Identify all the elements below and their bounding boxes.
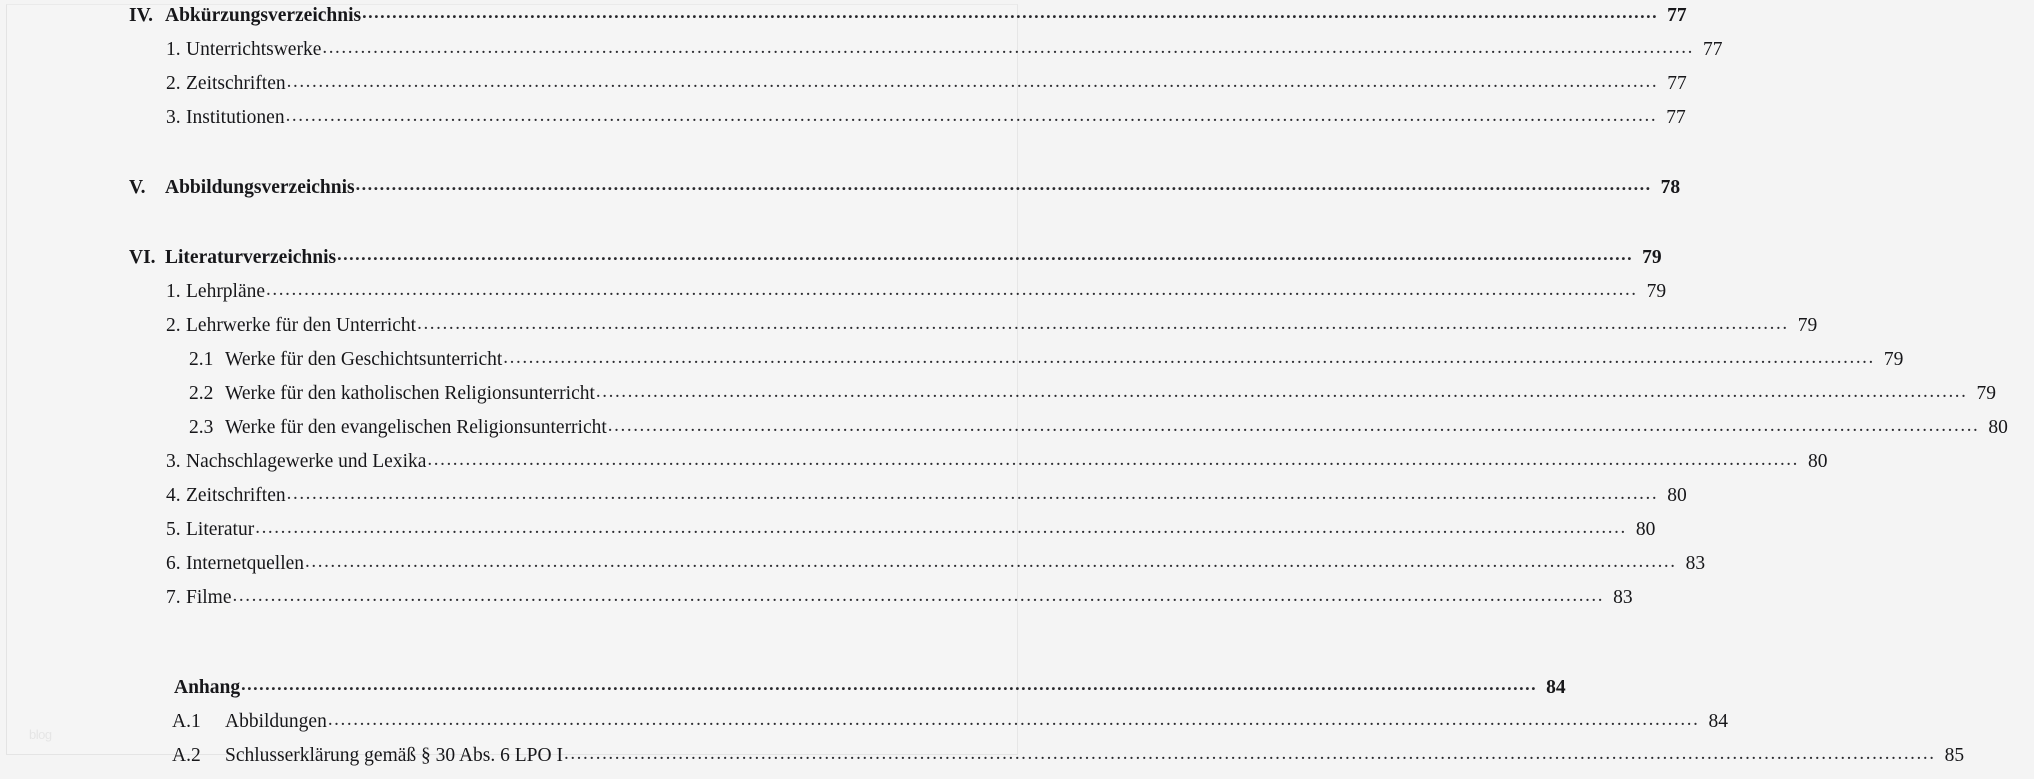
toc-entry-subsection[interactable] — [166, 315, 1818, 349]
toc-entry-number: VI. — [129, 247, 156, 268]
toc-entry-number: 7. — [166, 587, 181, 608]
dot-leader — [286, 105, 1658, 127]
table-of-contents — [117, 5, 2008, 779]
toc-entry-page: 77 — [1702, 39, 1723, 60]
dot-leader — [287, 71, 1659, 93]
toc-entry-title: Abbildungsverzeichnis — [165, 177, 355, 198]
toc-entry-title: Unterrichtswerke — [186, 39, 322, 60]
dot-leader — [608, 415, 1980, 437]
toc-entry-title: Abbildungen — [225, 711, 327, 732]
toc-entry-title: Filme — [186, 587, 232, 608]
toc-entry-number: 2.2 — [189, 383, 214, 404]
toc-entry-subsection[interactable] — [166, 485, 1687, 519]
toc-entry-page: 80 — [1667, 485, 1687, 506]
toc-entry-page: 79 — [1646, 281, 1667, 302]
toc-entry-title: Abkürzungsverzeichnis — [165, 5, 362, 26]
dot-leader — [241, 674, 1537, 695]
toc-entry-title: Werke für den Geschichtsunterricht — [225, 349, 503, 370]
dot-leader — [427, 449, 1799, 471]
section-gap — [117, 141, 907, 177]
toc-entry-title: Anhang — [174, 677, 241, 698]
dot-leader — [322, 37, 1694, 59]
toc-entry-page: 83 — [1613, 587, 1633, 608]
toc-entry-title: Werke für den katholischen Religionsunterricht — [225, 383, 595, 404]
toc-entry-page: 77 — [1667, 5, 1687, 26]
dot-leader — [564, 743, 1936, 765]
toc-entry-number: 2. — [166, 315, 181, 336]
toc-entry-appendix-item[interactable] — [172, 711, 1728, 745]
toc-entry-title: Lehrwerke für den Unterricht — [186, 315, 417, 336]
toc-entry-number: IV. — [129, 5, 154, 26]
toc-entry-page: 84 — [1708, 711, 1728, 732]
dot-leader — [417, 313, 1789, 335]
document-page — [6, 4, 2008, 766]
toc-entry-title: Zeitschriften — [186, 73, 286, 94]
toc-entry-page: 80 — [1808, 451, 1828, 472]
dot-leader — [266, 279, 1638, 301]
appendix-gap — [117, 621, 907, 677]
dot-leader — [255, 517, 1627, 539]
toc-entry-title: Lehrpläne — [186, 281, 266, 302]
toc-entry-number: 3. — [166, 451, 181, 472]
toc-entry-number: 3. — [166, 107, 181, 128]
toc-entry-number: A.2 — [172, 745, 201, 766]
dot-leader — [337, 244, 1633, 265]
toc-entry-subsubsection[interactable] — [189, 383, 1997, 417]
dot-leader — [596, 381, 1968, 403]
toc-entry-number: 2. — [166, 73, 181, 94]
toc-entry-subsection[interactable] — [166, 587, 1633, 621]
toc-entry-number: 1. — [166, 281, 181, 302]
section-gap — [117, 211, 907, 247]
toc-entry-page: 77 — [1666, 107, 1686, 128]
toc-entry-subsection[interactable] — [166, 281, 1667, 315]
toc-entry-section[interactable] — [129, 247, 1662, 281]
toc-entry-page: 79 — [1642, 247, 1662, 268]
toc-entry-subsection[interactable] — [166, 451, 1828, 485]
toc-entry-page: 80 — [1988, 417, 2008, 438]
toc-entry-number: V. — [129, 177, 146, 198]
dot-leader — [503, 347, 1875, 369]
toc-entry-title: Schlusserklärung gemäß § 30 Abs. 6 LPO I — [225, 745, 563, 766]
dot-leader — [233, 585, 1605, 607]
toc-entry-page: 79 — [1883, 349, 1904, 370]
dot-leader — [305, 551, 1677, 573]
toc-entry-page: 80 — [1635, 519, 1656, 540]
toc-entry-page: 77 — [1667, 73, 1687, 94]
toc-entry-subsubsection[interactable] — [189, 349, 1904, 383]
toc-entry-page: 84 — [1546, 677, 1566, 698]
toc-entry-title: Zeitschriften — [186, 485, 286, 506]
toc-entry-page: 79 — [1797, 315, 1818, 336]
toc-entry-subsection[interactable] — [166, 553, 1706, 587]
toc-entry-appendix-item[interactable] — [172, 745, 1965, 779]
toc-entry-title: Nachschlagewerke und Lexika — [186, 451, 427, 472]
toc-entry-subsection[interactable] — [166, 107, 1686, 141]
dot-leader — [356, 174, 1652, 195]
toc-entry-number: 1. — [166, 39, 181, 60]
toc-entry-title: Werke für den evangelischen Religionsunterricht — [225, 417, 607, 438]
toc-entry-title: Literatur — [186, 519, 255, 540]
dot-leader — [287, 483, 1659, 505]
dot-leader — [362, 2, 1658, 23]
toc-entry-number: 2.3 — [189, 417, 214, 438]
toc-entry-title: Institutionen — [186, 107, 285, 128]
toc-entry-appendix-heading[interactable] — [174, 677, 1566, 711]
toc-entry-title: Literaturverzeichnis — [165, 247, 337, 268]
toc-entry-page: 83 — [1685, 553, 1706, 574]
toc-entry-subsection[interactable] — [166, 519, 1656, 553]
toc-entry-number: 6. — [166, 553, 181, 574]
toc-entry-number: A.1 — [172, 711, 201, 732]
dot-leader — [328, 709, 1700, 731]
toc-entry-page: 78 — [1660, 177, 1681, 198]
toc-entry-subsection[interactable] — [166, 73, 1687, 107]
toc-entry-section[interactable] — [129, 5, 1687, 39]
toc-entry-subsubsection[interactable] — [189, 417, 2008, 451]
toc-entry-number: 5. — [166, 519, 181, 540]
toc-entry-section[interactable] — [129, 177, 1681, 211]
toc-entry-number: 4. — [166, 485, 181, 506]
toc-entry-number: 2.1 — [189, 349, 214, 370]
scan-watermark: blog — [29, 727, 52, 742]
toc-entry-title: Internetquellen — [186, 553, 305, 574]
toc-entry-subsection[interactable] — [166, 39, 1723, 73]
toc-entry-page: 85 — [1944, 745, 1965, 766]
toc-entry-page: 79 — [1976, 383, 1997, 404]
